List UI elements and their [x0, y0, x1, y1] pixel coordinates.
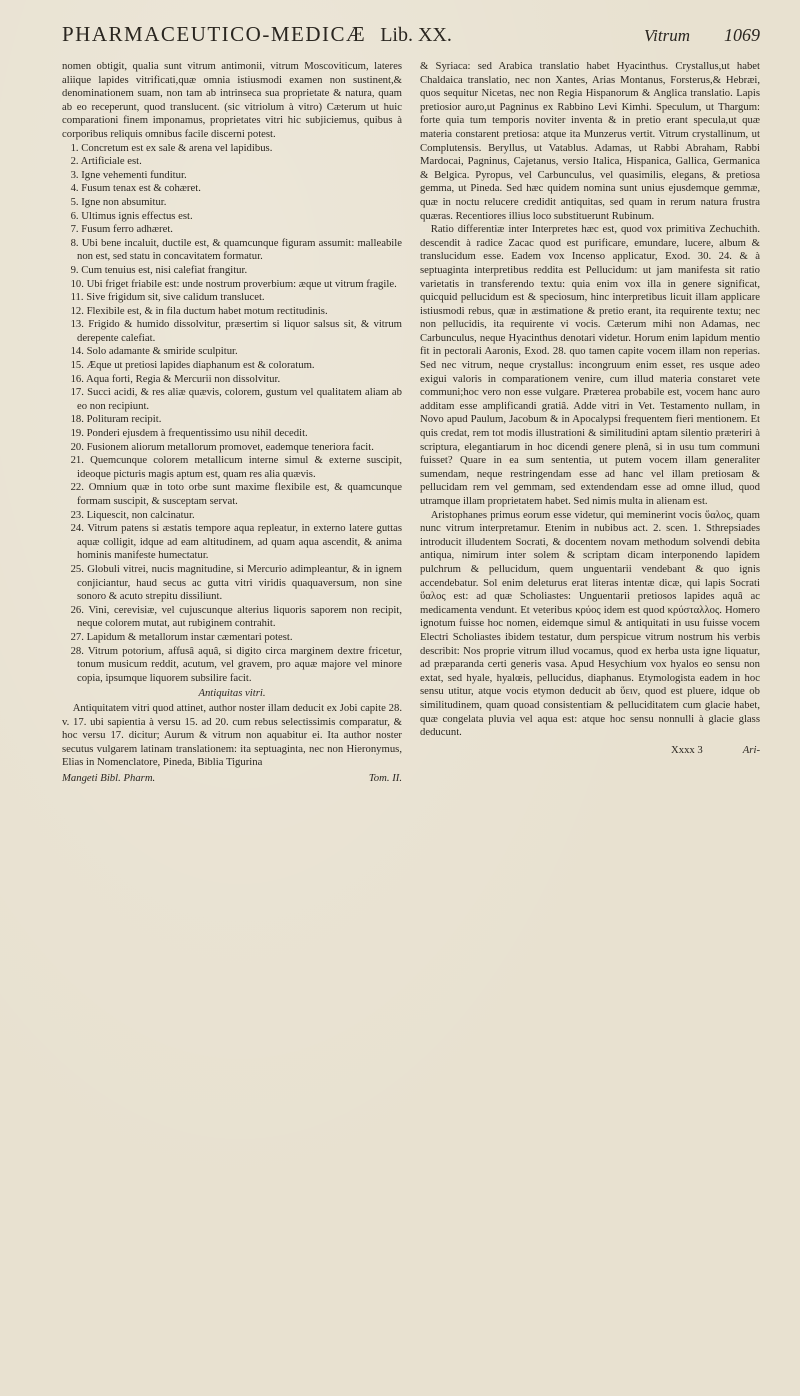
- property-item: 19. Ponderi ejusdem à frequentissimo usu nihil decedit.: [70, 427, 308, 440]
- book-number: Lib. XX.: [380, 24, 452, 46]
- property-item: 25. Globuli vitrei, nucis magnitudine, si Mercurio adimpleantur, & in ignem conjiciantur, haud secus ac gutta vitri viridis quaquaversum, non sine sonoro & acuto strepitu dissiliunt.: [70, 562, 402, 603]
- property-item: 10. Ubi friget friabile est: unde nostrum proverbium: æque ut vitrum fragile.: [70, 277, 397, 290]
- right-column: [420, 60, 760, 785]
- page-number: 1069: [724, 25, 760, 45]
- section-title: Vitrum: [644, 26, 690, 45]
- footer-line: [62, 772, 402, 786]
- properties-list: [62, 142, 402, 686]
- property-item: 17. Succi acidi, & res aliæ quævis, colorem, gustum vel qualitatem aliam ab eo non recipiunt.: [70, 386, 402, 412]
- running-title: PHARMACEUTICO-MEDICÆ: [62, 22, 367, 46]
- property-item: 23. Liquescit, non calcinatur.: [70, 508, 195, 521]
- property-item: 6. Ultimus ignis effectus est.: [70, 209, 193, 222]
- property-item: 14. Solo adamante & smiride sculpitur.: [70, 345, 238, 358]
- signature-mark: Xxxx 3: [671, 743, 703, 756]
- right-paragraph-1: & Syriaca: sed Arabica translatio habet Hyacinthus. Crystallus,ut habet Chaldaica translatio, nec non Xantes, Arias Montanus, Forsterus,& Hebræi, quos sequitur Nicetas, nec non Regia Hispanorum & Anglica translatio. Lapis pretiosior auro,ut Pagninus ex Rabbino Levi Kimhi. Speculum, ut Thargum: forte quia tum temporis noviter inventa & in pretio erant specula,ut quæ materia constarent pretiosa: atque ita Munzerus vertit. Vitrum crystallinum, ut Complutensis. Beryllus, ut Vatablus. Adamas, ut Rabbi Abraham, Rabbi Mardocai, Pagninus, Cajetanus, versio Italica, Hispanica, Gallica, Germanica & Belgica. Pyropus, vel Carbunculus, vel quasimilis, elegans, & pretiosa gemma, ut Pineda. Sed hæc quidem nomina sunt unius ejusdemque gemmæ, quæ in noctu relucere credidit antiquitas, sed quam in rerum natura frustra quæras. Recentiores illius loco substituerunt Rubinum.: [420, 60, 760, 222]
- property-item: 18. Polituram recipit.: [70, 413, 162, 426]
- property-item: 22. Omnium quæ in toto orbe sunt maxime flexibile est, & quamcunque formam suscipit, & susceptam servat.: [70, 481, 402, 507]
- footer-left: Mangeti Bibl. Pharm.: [62, 771, 156, 784]
- property-item: 7. Fusum ferro adhæret.: [70, 223, 173, 236]
- property-item: 24. Vitrum patens si æstatis tempore aqua repleatur, in externo latere guttas aquæ colligit, idque ad eam altitudinem, ad quam aqua ascendit, & anima hominis manifeste humectatur.: [70, 522, 402, 562]
- signature-line: [420, 744, 760, 758]
- property-item: 27. Lapidum & metallorum instar cæmentari potest.: [70, 630, 293, 643]
- property-item: 21. Quemcunque colorem metallicum interne simul & externe suscipit, ideoque picturis magis aptum est, quam res alia quævis.: [70, 454, 402, 480]
- property-item: 15. Æque ut pretiosi lapides diaphanum est & coloratum.: [70, 359, 315, 372]
- property-item: 3. Igne vehementi funditur.: [70, 168, 187, 181]
- subheading: Antiquitas vitri.: [198, 687, 266, 700]
- running-header: [62, 22, 760, 56]
- property-item: 1. Concretum est ex sale & arena vel lapidibus.: [70, 141, 273, 154]
- antiquity-paragraph: Antiquitatem vitri quod attinet, author noster illam deducit ex Jobi capite 28. v. 17. ubi sapientia à versu 15. ad 20. cum rebus selectissimis comparatur, & hoc versu 17. dicitur; Aurum & vitrum non aquabitur ei. Ita author noster secutus vulgarem latinam translationem: ita septuaginta, nec non Hieronymus, Elias in Nomenclatore, Pineda, Biblia Tigurina: [62, 701, 402, 769]
- right-paragraph-2: Ratio differentiæ inter Interpretes hæc est, quod vox primitiva Zechuchith. descendit à radice Zacac quod est purificare, emundare, lucere, album & translucidum esse. Eadem vox Incenso applicatur, Exod. 30. 24. & à septuaginta interpretibus reddita est Pellucidum: ut jam manifesta sit ratio varietatis in transferendo textu: quia enim vox illa in genere significat, quicquid pellucidum est & speciosum, hinc interpretibus licuit illam applicare istiusmodi rebus, quæ in æstimatione & pretio erant, ita requirente textu; nec non pellucidis, ita requirente vi vocis. Cæterum mihi non Adamas, nec Carbunculus, neque Hyacinthus denotari videtur. Horum enim lapidum mentio fit in pectorali Aaronis, Exod. 28. quo tamen capite vocem illam non reperias. Sed nec vitrum, neque crystallus: incongruum enim esset, res usque adeo exigui valoris in comparationem venire, cum illud materia constaret vete communi;hoc vero non esse vulgare. Præterea probabile est, vocem hanc auro additam esse amplificandi gratiâ. Adde vitri in Vet. Testamento nullam, in Novo apud Paulum, Jacobum & in Apocalypsi frequentem fieri mentionem. Et quis credat, rem tot modis illustrationi & similitudini aptam silentio præteriri à scriptura, elegantiarum in hoc dicendi genere plenâ, si in usu tum communi fuisset? Quare in ea sum sententia, ut putem vocem illam generaliter sumendam, neque restringendam esse ad hanc vel illam pretiosam & pellucidam rem vel gemmam, sed extendendam esse ad omne illud, quod utramque illam proprietatem habet. Sed nimis multa in alienam est.: [420, 223, 760, 507]
- property-item: 13. Frigido & humido dissolvitur, præsertim si liquor salsus sit, & vitrum derepente calefiat.: [70, 318, 402, 344]
- property-item: 8. Ubi bene incaluit, ductile est, & quamcunque figuram assumit: malleabile non est, sed statu in concavitatem formatur.: [70, 236, 402, 263]
- catchword: Ari-: [742, 743, 760, 756]
- property-item: 28. Vitrum potorium, affusâ aquâ, si digito circa marginem dextre fricetur, tonum musicum reddit, acutum, vel gravem, pro aquæ majore vel minore copia, ipsumque liquorem subsilire facit.: [70, 644, 402, 684]
- property-item: 2. Artificiale est.: [70, 155, 142, 168]
- property-item: 11. Sive frigidum sit, sive calidum translucet.: [70, 291, 265, 304]
- property-item: 4. Fusum tenax est & cohæret.: [70, 182, 201, 195]
- text-columns: [62, 60, 760, 785]
- property-item: 9. Cum tenuius est, nisi calefiat frangitur.: [70, 263, 248, 276]
- property-item: 5. Igne non absumitur.: [70, 195, 167, 208]
- property-item: 16. Aqua forti, Regia & Mercurii non dissolvitur.: [70, 372, 281, 385]
- right-paragraph-3: Aristophanes primus eorum esse videtur, qui meminerint vocis ὕαλος, quam nunc vitrum interpretamur. Etenim in nubibus act. 2. scen. 1. Sthrepsiades introducit illudentem Socrati, & docentem novam methodum solvendi debita antiqua, nimirum inter solem & scriptam dicam interponendo lapidem pulchrum & pellucidum, quem unguentarii vendebant & quo ignis accendebatur. Sol enim deleturus erat literas intentæ dicæ, qui lapis Socrati ὕαλος est: ad quæ Scholiastes: Unguentarii pretiosos lapides aquâ ac medicamenta vendunt. Et veteribus κρύος idem est quod κρύσταλλος. Homero ignotum fuisse hoc nomen, eidemque simul & antiquitati in usu fuisse vocem Electri Scholiastes ibidem testatur, dum perspicue vitrum nostrum his verbis describit: Nos proprie vitrum illud vocamus, quod ex herba usta igne liquatur, ad præparanda certi generis vasa. Apud Hesychium vox hyalos eo sensu non extat, sed hyale, hyalœis, pellucidus, diaphanus. Etymologista eadem in hoc sensu utitur, atque vocis etymon deducit ab ὕειν, quod est pluere, idque ob similitudinem, quam quoad consistentiam & pelluciditatem cum glacie habet, quæ congelata pluvia vel aqua est: atque hoc sensu nonnulli à glacie glass deducunt.: [420, 508, 760, 739]
- property-item: 20. Fusionem aliorum metallorum promovet, eademque teneriora facit.: [70, 440, 374, 453]
- property-item: 26. Vini, cerevisiæ, vel cujuscunque alterius liquoris saporem non recipit, neque colorem mutat, aut rubiginem contrahit.: [70, 603, 402, 630]
- left-intro-paragraph: nomen obtigit, qualia sunt vitrum antimonii, vitrum Moscoviticum, lateres aliique lapides vitrificati,quæ omnia istiusmodi examen non sustinent,& denominationem suam, non tam ab intrinseca sua proprietate & natura, quam ab eo receperunt, quod translucent. (sic vitriolum à vitro) Cæterum ut huic comparationi finem imponamus, proprietates vitri hic subjiciemus, quibus à corporibus reliquis omnibus facile discerni potest.: [62, 60, 402, 140]
- left-column: [62, 60, 402, 785]
- footer-right: Tom. II.: [368, 771, 402, 784]
- property-item: 12. Flexibile est, & in fila ductum habet motum rectitudinis.: [70, 304, 328, 317]
